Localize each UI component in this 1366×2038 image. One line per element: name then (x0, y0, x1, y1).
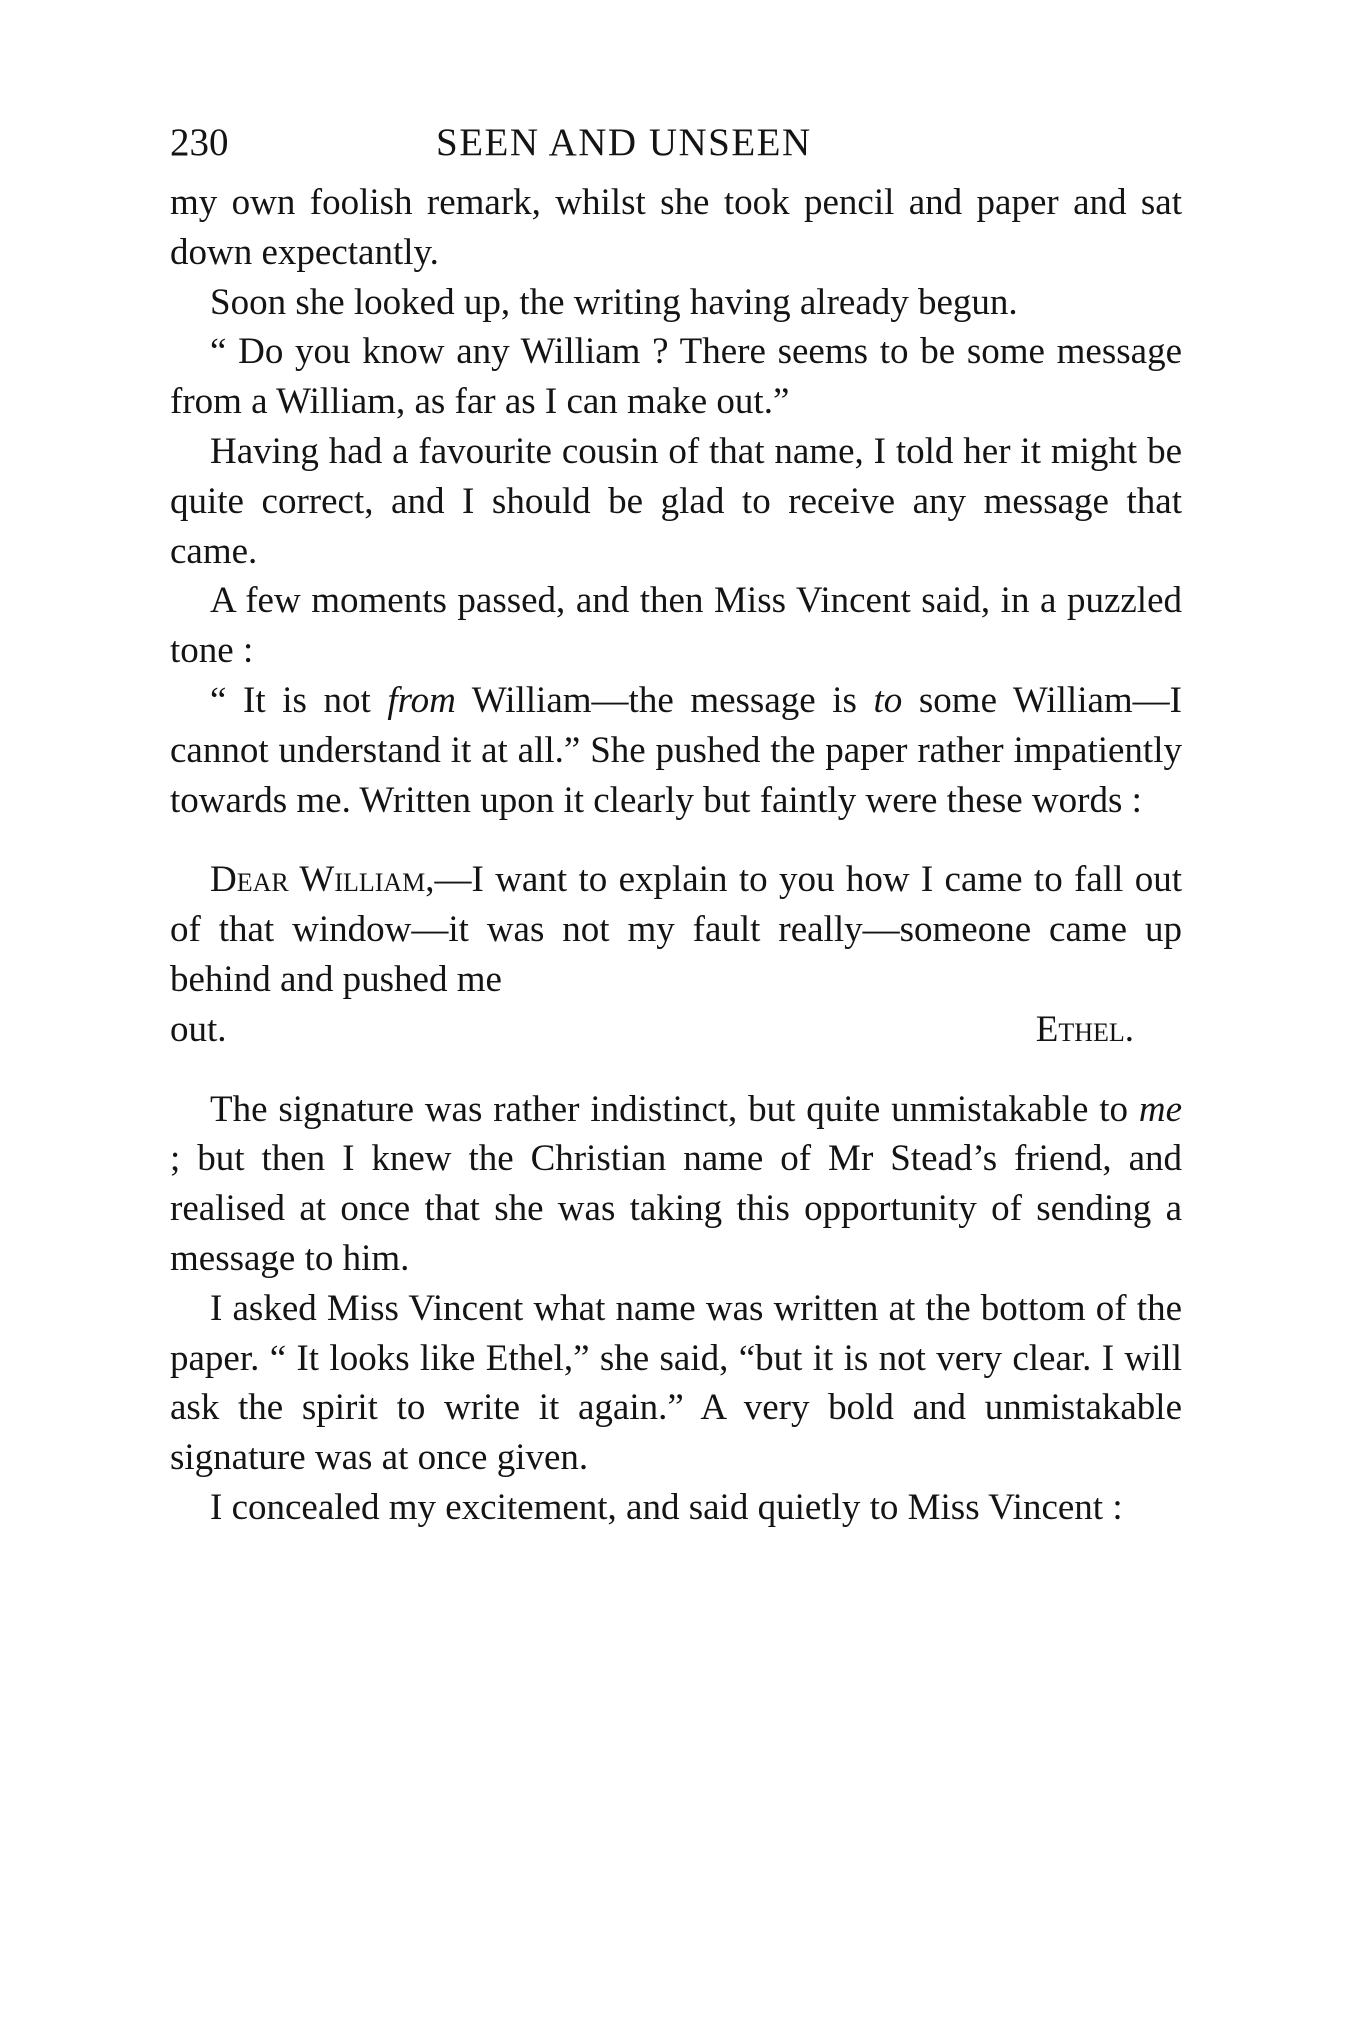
letter-block (170, 855, 1182, 1054)
letter-signature-row (170, 1005, 1182, 1055)
paragraph-quote (170, 676, 1182, 825)
paragraph: A few moments passed, and then Miss Vincent said, in a puzzled tone : (170, 580, 1182, 672)
emphasis: from (387, 679, 456, 721)
emphasis: to (873, 679, 903, 721)
text-run: some William—I cannot understand it at all.” She pushed the paper rather impatiently towards me. Written upon it clearly but faintly were these words : (170, 679, 1182, 821)
letter-salutation: Dear William, (210, 859, 435, 901)
paragraph: Soon she looked up, the writing having already begun. (210, 281, 1018, 323)
text-run: ; but then I knew the Christian name of Mr Stead’s friend, and realised at once that she was taking this opportunity of sending a message to him. (170, 1138, 1182, 1279)
letter-signature: Ethel. (1035, 1008, 1134, 1050)
page-header (170, 118, 1182, 178)
paragraph: I asked Miss Vincent what name was written at the bottom of the paper. “ It looks like Ethel,” she said, “but it is not very clear. I will ask the spirit to write it again.” A very bold and unmistakable signature was at once given. (170, 1287, 1182, 1479)
text-run: “ It is not (210, 679, 388, 721)
paragraph: Having had a favourite cousin of that name, I told her it might be quite correct, and I should be glad to receive any message that came. (170, 430, 1182, 572)
running-title: SEEN AND UNSEEN (436, 121, 812, 164)
paragraph (170, 1085, 1182, 1284)
paragraph: “ Do you know any William ? There seems to be some message from a William, as far as I can make out.” (170, 331, 1182, 423)
page-number: 230 (170, 121, 229, 164)
letter-body (170, 855, 1182, 1004)
text-run: The signature was rather indistinct, but quite unmistakable to (210, 1088, 1139, 1130)
paragraph-continuation: my own foolish remark, whilst she took pencil and paper and sat down expectantly. (170, 182, 1182, 273)
book-page (170, 118, 1182, 1533)
letter-last-word: out. (170, 1008, 227, 1050)
text-run: William—the message is (455, 679, 874, 721)
paragraph: I concealed my excitement, and said quietly to Miss Vincent : (210, 1486, 1123, 1528)
text-run: —I want to explain to you how I came to fall out of that window—it was not my fault really—someone came up behind and pushed me (170, 859, 1182, 1000)
emphasis: me (1138, 1088, 1182, 1130)
